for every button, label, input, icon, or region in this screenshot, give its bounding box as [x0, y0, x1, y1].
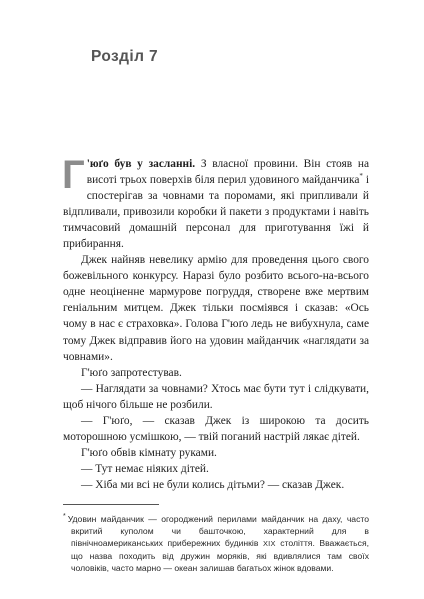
paragraph-6: Г'юґо обвів кімнату руками. — [81, 446, 217, 459]
paragraph-7: — Тут немає ніяких дітей. — [81, 462, 209, 475]
paragraph-3: Г'юґо запротестував. — [81, 366, 182, 379]
footnote-divider — [63, 504, 159, 505]
footnote-marker: * — [63, 513, 66, 521]
paragraph-2: Джек найняв невелику армію для проведення цього свого божевільного конкурсу. Наразі було розбито всього-на-всього одне неоціненне мармурове погруддя, створене вже мертвим геніальним митцем. Джек тільки посміявся і сказав: «Ось чому в нас є страховка». Голова Г'юґо ледь не вибухнула, саме тому Джек відправив його на удовин майданчик «наглядати за човнами». — [63, 254, 369, 363]
paragraph-8: — Хіба ми всі не були колись дітьми? — сказав Джек. — [81, 478, 345, 491]
lead-in: 'юґо був у засланні. — [86, 158, 196, 170]
footnote-reference: * — [359, 172, 363, 181]
drop-cap: Г — [62, 153, 85, 197]
paragraph-1-text-b: і спостерігав за човнами та поромами, які припливали й відпливали, привозили коробки й пакети з продуктами і навіть тимчасовий домашній персонал для приготування їжі й прибирання. — [63, 174, 370, 251]
chapter-title: Розділ 7 — [91, 48, 159, 65]
paragraph-5: — Г'юґо, — сказав Джек із широкою та досить моторошною усмішкою, — твій поганий настрій лякає дітей. — [63, 414, 369, 443]
paragraph-1-text-a: З власної провини. Він стояв на висоті трьох поверхів біля перил удовиного майданчика — [86, 158, 369, 187]
footnote-century: XIX — [262, 539, 276, 549]
footnote — [63, 513, 369, 574]
main-text — [62, 153, 370, 493]
paragraph-4: — Наглядати за човнами? Хтось має бути тут і слідкувати, щоб нічого більше не розбили. — [63, 382, 369, 411]
footnote-text-b: століття. Вважається, що назва походить від дружин моряків, які вдивлялися там своїх чоловіків, часто марно — океан залишав багатьох жінок вдовами. — [71, 538, 369, 574]
paragraph-1 — [62, 153, 370, 252]
footnote-text-a: Удовин майданчик — огороджений перилами майданчик на даху, часто вкритий куполом чи башточкою, характерний для в північноамериканських прибережних будинків — [67, 514, 369, 549]
